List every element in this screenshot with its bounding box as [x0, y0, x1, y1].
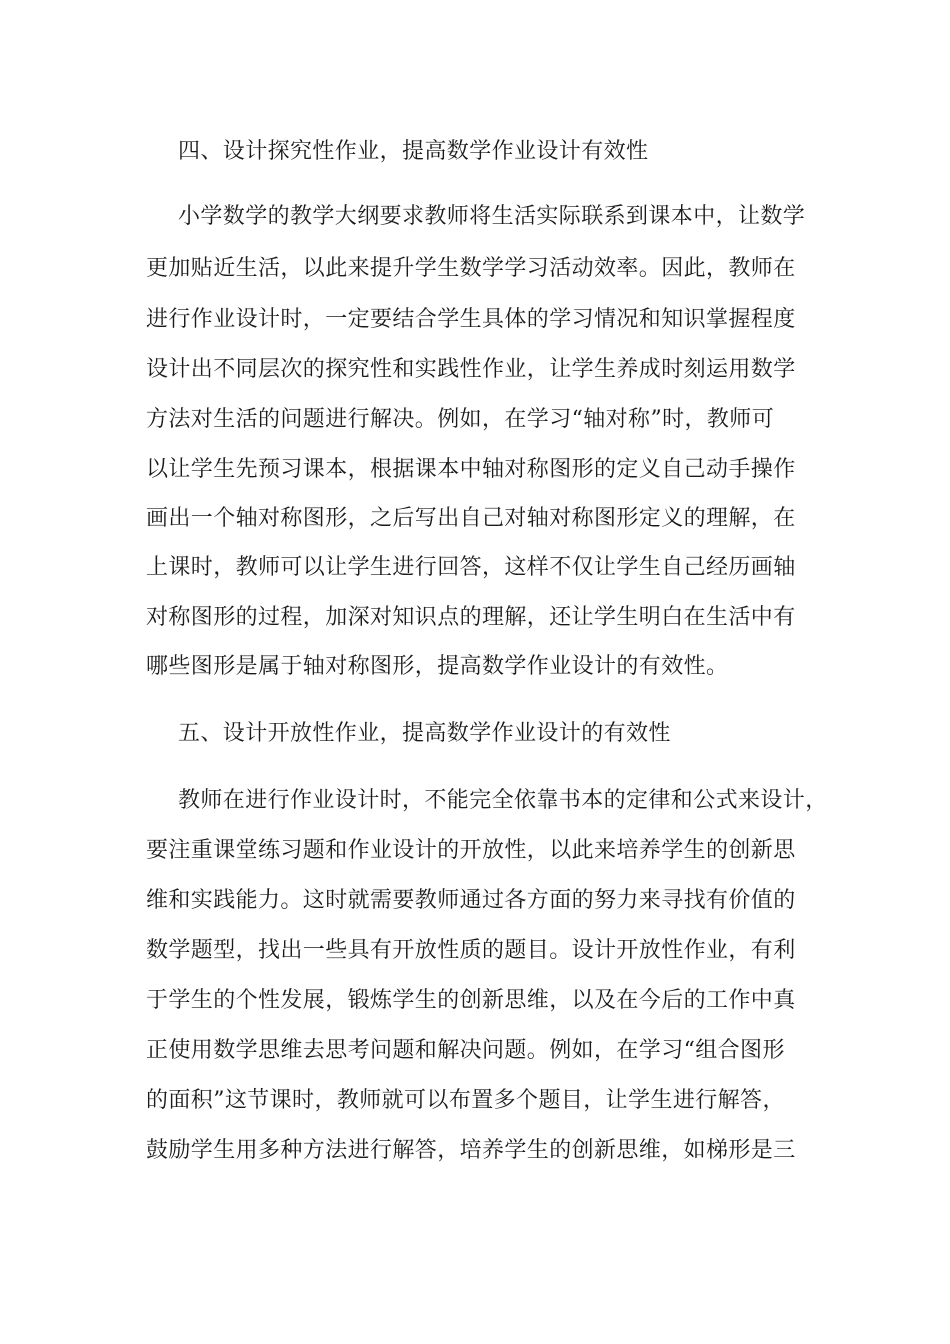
paragraph-line: 对称图形的过程，加深对知识点的理解，还让学生明白在生活中有 — [146, 605, 796, 630]
paragraph-line: 以让学生先预习课本，根据课本中轴对称图形的定义自己动手操作 — [146, 457, 796, 482]
paragraph-line: 教师在进行作业设计时，不能完全依靠书本的定律和公式来设计， — [178, 788, 828, 813]
paragraph-line: 画出一个轴对称图形，之后写出自己对轴对称图形定义的理解，在 — [146, 506, 796, 531]
section-heading-4: 四、设计探究性作业，提高数学作业设计有效性 — [178, 139, 649, 164]
paragraph-line: 小学数学的教学大纲要求教师将生活实际联系到课本中，让数学 — [178, 204, 806, 229]
paragraph-line: 方法对生活的问题进行解决。例如，在学习“轴对称”时，教师可 — [146, 407, 775, 432]
paragraph-line: 设计出不同层次的探究性和实践性作业，让学生养成时刻运用数学 — [146, 357, 796, 382]
paragraph-line: 更加贴近生活，以此来提升学生数学学习活动效率。因此，教师在 — [146, 256, 796, 281]
paragraph-line: 维和实践能力。这时就需要教师通过各方面的努力来寻找有价值的 — [146, 888, 796, 913]
paragraph-line: 的面积”这节课时，教师就可以布置多个题目，让学生进行解答， — [146, 1088, 785, 1113]
paragraph-line: 要注重课堂练习题和作业设计的开放性，以此来培养学生的创新思 — [146, 838, 796, 863]
paragraph-line: 鼓励学生用多种方法进行解答，培养学生的创新思维，如梯形是三 — [146, 1138, 796, 1163]
paragraph-line: 于学生的个性发展，锻炼学生的创新思维，以及在今后的工作中真 — [146, 988, 796, 1013]
paragraph-line: 进行作业设计时，一定要结合学生具体的学习情况和知识掌握程度 — [146, 307, 796, 332]
section-heading-5: 五、设计开放性作业，提高数学作业设计的有效性 — [178, 721, 671, 746]
paragraph-line: 数学题型，找出一些具有开放性质的题目。设计开放性作业，有利 — [146, 938, 796, 963]
paragraph-line: 上课时，教师可以让学生进行回答，这样不仅让学生自己经历画轴 — [146, 555, 796, 580]
paragraph-line: 哪些图形是属于轴对称图形，提高数学作业设计的有效性。 — [146, 654, 729, 679]
paragraph-line: 正使用数学思维去思考问题和解决问题。例如，在学习“组合图形 — [146, 1038, 785, 1063]
